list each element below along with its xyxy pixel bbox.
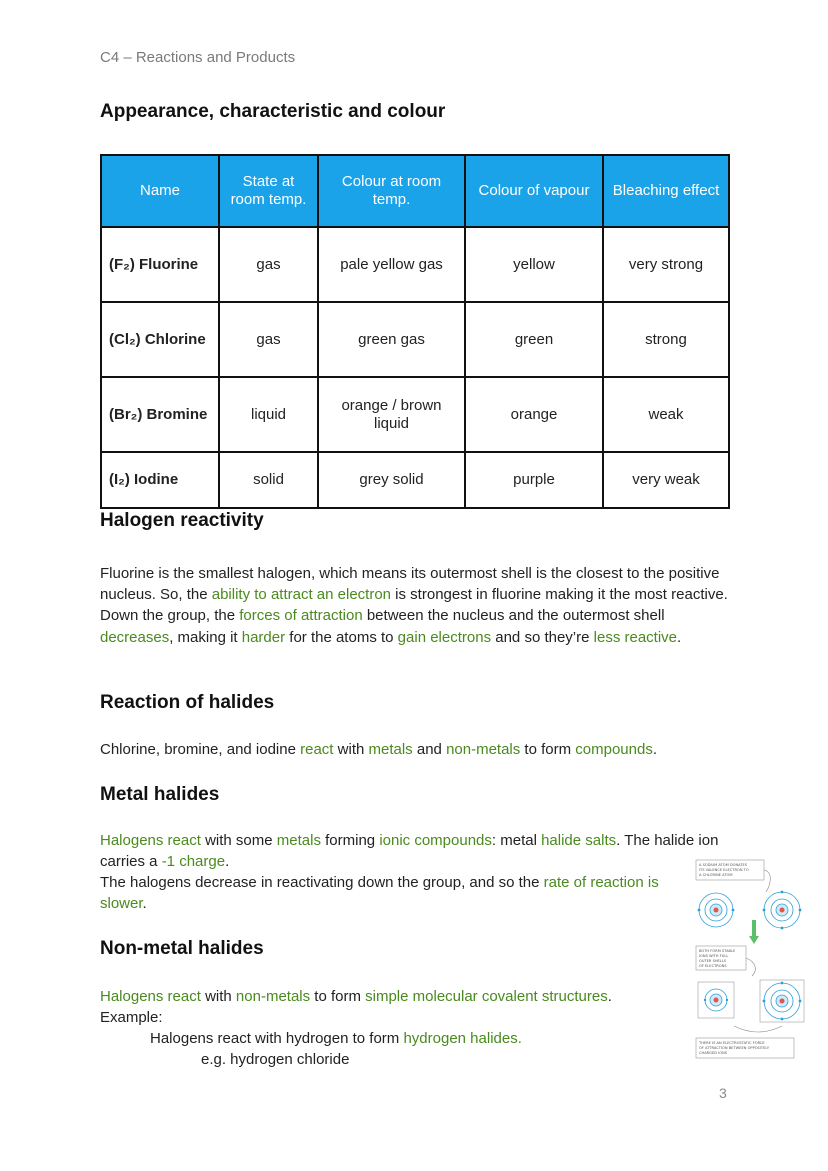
text-run: . The halide ion carries a — [100, 832, 719, 871]
halogen-name: (Cl₂) Chlorine — [101, 302, 219, 377]
key-term: simple molecular covalent structures — [365, 988, 608, 1005]
example-subline: e.g. hydrogen chloride — [201, 1051, 350, 1068]
key-term: halide salts — [541, 832, 617, 849]
text-run: . — [677, 628, 682, 646]
key-term: less reactive — [593, 628, 678, 646]
halogen-name: (Br₂) Bromine — [101, 377, 219, 452]
page-header: C4 – Reactions and Products — [100, 49, 296, 66]
key-term: decreases — [100, 628, 170, 646]
table-header-row — [101, 155, 729, 227]
caption-line: OF ATTRACTION BETWEEN OPPOSITELY — [699, 1046, 770, 1050]
key-term: non-metals — [235, 988, 311, 1005]
caption-line: OUTER SHELLS — [699, 959, 727, 963]
text-run: . — [607, 988, 612, 1005]
attraction-arc — [734, 1026, 782, 1032]
column-header: Bleaching effect — [603, 155, 729, 227]
column-header: State at room temp. — [219, 155, 318, 227]
bleach-cell: very weak — [603, 452, 729, 508]
curved-arrow — [764, 870, 770, 892]
state-cell: gas — [219, 227, 318, 302]
section-title-reactivity: Halogen reactivity — [100, 510, 264, 531]
key-term: compounds — [575, 741, 653, 758]
vapour-cell: yellow — [465, 227, 603, 302]
key-term: non-metals — [446, 741, 521, 758]
key-term: Halogens react — [100, 988, 201, 1005]
caption-line: IONS WITH FULL — [699, 954, 729, 958]
text-run: and — [412, 741, 447, 758]
column-header: Name — [101, 155, 219, 227]
ionic-bonding-diagram — [694, 858, 808, 1062]
section-title-non-metal-halides: Non-metal halides — [100, 938, 264, 959]
vapour-cell: orange — [465, 377, 603, 452]
key-term: react — [300, 741, 334, 758]
colour-cell: green gas — [318, 302, 465, 377]
key-term: Halogens react — [100, 832, 201, 849]
caption-line: A CHLORINE ATOM — [699, 873, 733, 877]
text-run: to form — [520, 741, 576, 758]
text-run: to form — [310, 988, 366, 1005]
colour-cell: pale yellow gas — [318, 227, 465, 302]
text-run: Chlorine, bromine, and iodine — [100, 741, 301, 758]
sodium-ion — [698, 982, 734, 1018]
key-term: metals — [368, 741, 413, 758]
down-arrow — [752, 920, 756, 936]
table-row — [101, 452, 729, 508]
text-run: Halogens react with hydrogen to form — [150, 1030, 404, 1047]
text-run: , making it — [169, 628, 242, 646]
text-run: . — [225, 853, 230, 871]
column-header: Colour at room temp. — [318, 155, 465, 227]
colour-cell: grey solid — [318, 452, 465, 508]
table-row — [101, 377, 729, 452]
table-row — [101, 227, 729, 302]
text-run: between the nucleus and the outermost shell — [362, 607, 665, 625]
metal-halides-paragraph — [100, 830, 730, 872]
halides-paragraph — [100, 739, 732, 760]
colour-cell: orange / brown liquid — [318, 377, 465, 452]
down-arrow-head — [749, 936, 759, 944]
text-run: is strongest in fluorine making it the most reactive. Down the group, the — [100, 586, 728, 625]
text-run: and so they’re — [491, 628, 594, 646]
key-term: gain electrons — [397, 628, 492, 646]
text-run: The halogens decrease in reactivating down the group, and so the — [100, 874, 544, 891]
metal-halides-paragraph-2 — [100, 872, 692, 914]
chlorine-atom — [763, 891, 802, 930]
text-run: . — [652, 741, 658, 758]
section-title-appearance: Appearance, characteristic and colour — [100, 101, 446, 122]
caption-line: BOTH FORM STABLE — [699, 949, 736, 953]
text-run: with — [200, 988, 236, 1005]
bleach-cell: strong — [603, 302, 729, 377]
key-term: ability to attract an electron — [211, 586, 392, 604]
caption-line: OF ELECTRONS — [699, 964, 727, 968]
key-term: metals — [276, 832, 321, 849]
text-run: with — [333, 741, 369, 758]
key-term: -1 charge — [161, 853, 226, 871]
chloride-ion — [760, 980, 804, 1022]
table-row — [101, 302, 729, 377]
example-label: Example: — [100, 1009, 163, 1026]
halogen-name: (I₂) Iodine — [101, 452, 219, 508]
text-run: forming — [320, 832, 380, 849]
text-run: with some — [200, 832, 277, 849]
caption-line: CHARGED IONS — [699, 1051, 727, 1055]
text-run: for the atoms to — [285, 628, 398, 646]
vapour-cell: purple — [465, 452, 603, 508]
text-run: . — [142, 895, 147, 913]
halogen-name: (F₂) Fluorine — [101, 227, 219, 302]
text-run: : metal — [491, 832, 542, 849]
caption-line: THERE IS AN ELECTROSTATIC FORCE — [699, 1041, 765, 1045]
key-term: ionic compounds — [379, 832, 492, 849]
caption-line: A SODIUM ATOM DONATES — [699, 863, 748, 867]
key-term: harder — [241, 628, 286, 646]
state-cell: solid — [219, 452, 318, 508]
state-cell: gas — [219, 302, 318, 377]
text-run: Fluorine is the smallest halogen, which means its outermost shell is the closest to the positive nucleus. So, the — [100, 565, 720, 604]
curved-arrow — [746, 958, 755, 976]
key-term: rate of reaction is slower — [100, 874, 659, 913]
caption-line: ITS VALENCE ELECTRON TO — [699, 868, 749, 872]
key-term: forces of attraction — [239, 607, 363, 625]
state-cell: liquid — [219, 377, 318, 452]
vapour-cell: green — [465, 302, 603, 377]
key-term: hydrogen halides. — [403, 1030, 522, 1047]
section-title-metal-halides: Metal halides — [100, 784, 220, 805]
non-metal-halides-paragraph — [100, 986, 690, 1007]
column-header: Colour of vapour — [465, 155, 603, 227]
sodium-atom — [698, 893, 735, 927]
halogen-properties-table — [100, 154, 730, 509]
page-number: 3 — [719, 1085, 727, 1101]
section-title-halides: Reaction of halides — [100, 692, 275, 713]
reactivity-paragraph — [100, 563, 732, 648]
bleach-cell: weak — [603, 377, 729, 452]
example-line — [150, 1028, 690, 1049]
bleach-cell: very strong — [603, 227, 729, 302]
